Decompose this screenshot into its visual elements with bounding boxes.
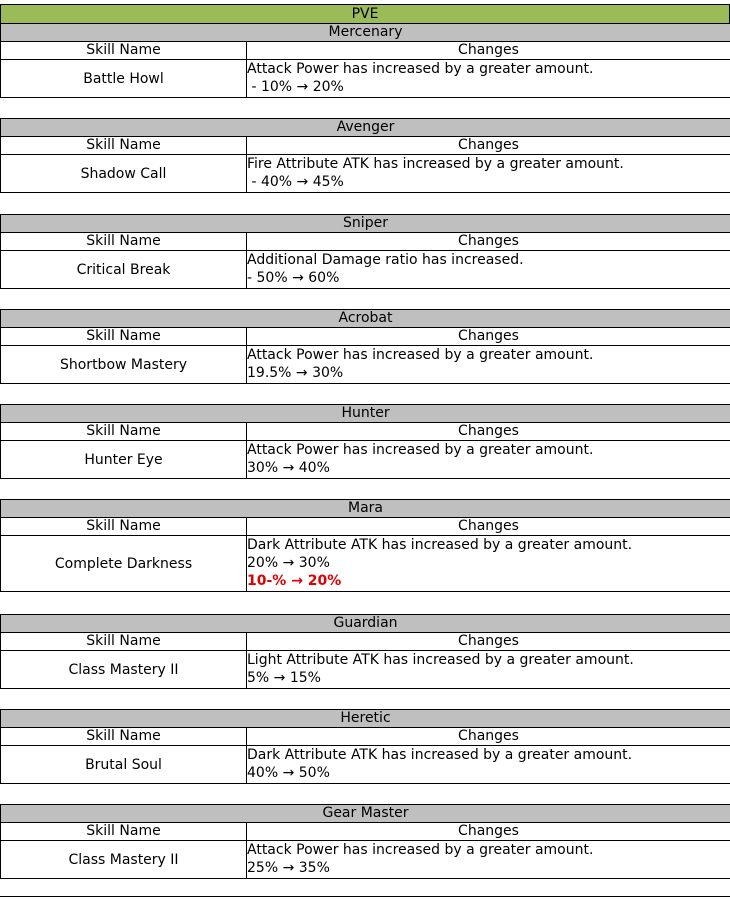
skill-name-header: Skill Name: [1, 728, 247, 746]
changes-cell: [247, 841, 730, 879]
class-name: Hunter: [1, 405, 730, 423]
class-table-avenger: [0, 118, 730, 193]
skill-name-header: Skill Name: [1, 328, 247, 346]
changes-cell: [247, 251, 730, 289]
change-line: 30% → 40%: [247, 460, 330, 476]
change-line: Attack Power has increased by a greater amount.: [247, 347, 594, 363]
skill-name-header: Skill Name: [1, 42, 247, 60]
highlight-change-line: 10-% → 20%: [247, 573, 342, 589]
change-line: Dark Attribute ATK has increased by a greater amount.: [247, 537, 633, 553]
class-table-acrobat: [0, 309, 730, 384]
changes-cell: [247, 60, 730, 98]
changes-header: Changes: [247, 423, 730, 441]
pve-banner: PVE: [0, 4, 730, 24]
skill-name-header: Skill Name: [1, 633, 247, 651]
skill-name: Battle Howl: [1, 60, 247, 98]
skill-name: Critical Break: [1, 251, 247, 289]
class-name: Avenger: [1, 119, 730, 137]
skill-name: Class Mastery II: [1, 841, 247, 879]
skill-name-header: Skill Name: [1, 137, 247, 155]
changes-header: Changes: [247, 518, 730, 536]
skill-name: Shadow Call: [1, 155, 247, 193]
class-table-mara: [0, 499, 730, 592]
class-table-hunter: [0, 404, 730, 479]
change-line: Fire Attribute ATK has increased by a greater amount.: [247, 156, 624, 172]
change-line: Additional Damage ratio has increased.: [247, 252, 524, 268]
skill-name-header: Skill Name: [1, 233, 247, 251]
skill-name-header: Skill Name: [1, 823, 247, 841]
changes-cell: [247, 651, 730, 689]
change-line: 19.5% → 30%: [247, 365, 344, 381]
change-line: - 10% → 20%: [247, 79, 344, 95]
change-line: 40% → 50%: [247, 765, 330, 781]
skill-name-header: Skill Name: [1, 423, 247, 441]
skill-name: Hunter Eye: [1, 441, 247, 479]
class-name: Sniper: [1, 215, 730, 233]
change-line: 5% → 15%: [247, 670, 321, 686]
changes-cell: [247, 746, 730, 784]
changes-header: Changes: [247, 633, 730, 651]
change-line: 20% → 30%: [247, 555, 330, 571]
change-line: Attack Power has increased by a greater amount.: [247, 442, 594, 458]
change-line: - 50% → 60%: [247, 270, 340, 286]
class-table-sniper: [0, 214, 730, 289]
class-name: Gear Master: [1, 805, 730, 823]
bottom-divider: [0, 896, 730, 897]
changes-header: Changes: [247, 233, 730, 251]
change-line: Attack Power has increased by a greater amount.: [247, 61, 594, 77]
skill-name: Brutal Soul: [1, 746, 247, 784]
skill-name: Shortbow Mastery: [1, 346, 247, 384]
changes-header: Changes: [247, 728, 730, 746]
skill-name: Class Mastery II: [1, 651, 247, 689]
class-name: Acrobat: [1, 310, 730, 328]
changes-cell: [247, 346, 730, 384]
class-table-gear-master: [0, 804, 730, 879]
change-line: Attack Power has increased by a greater amount.: [247, 842, 594, 858]
changes-cell: [247, 155, 730, 193]
changes-header: Changes: [247, 328, 730, 346]
changes-header: Changes: [247, 823, 730, 841]
changes-header: Changes: [247, 137, 730, 155]
class-name: Heretic: [1, 710, 730, 728]
change-line: 25% → 35%: [247, 860, 330, 876]
changes-cell: [247, 536, 730, 592]
changes-header: Changes: [247, 42, 730, 60]
class-name: Mercenary: [1, 24, 730, 42]
class-table-heretic: [0, 709, 730, 784]
class-name: Guardian: [1, 615, 730, 633]
class-table-mercenary: [0, 23, 730, 98]
skill-name-header: Skill Name: [1, 518, 247, 536]
changes-cell: [247, 441, 730, 479]
class-name: Mara: [1, 500, 730, 518]
class-table-guardian: [0, 614, 730, 689]
skill-name: Complete Darkness: [1, 536, 247, 592]
change-line: Light Attribute ATK has increased by a greater amount.: [247, 652, 634, 668]
change-line: - 40% → 45%: [247, 174, 344, 190]
change-line: Dark Attribute ATK has increased by a greater amount.: [247, 747, 633, 763]
